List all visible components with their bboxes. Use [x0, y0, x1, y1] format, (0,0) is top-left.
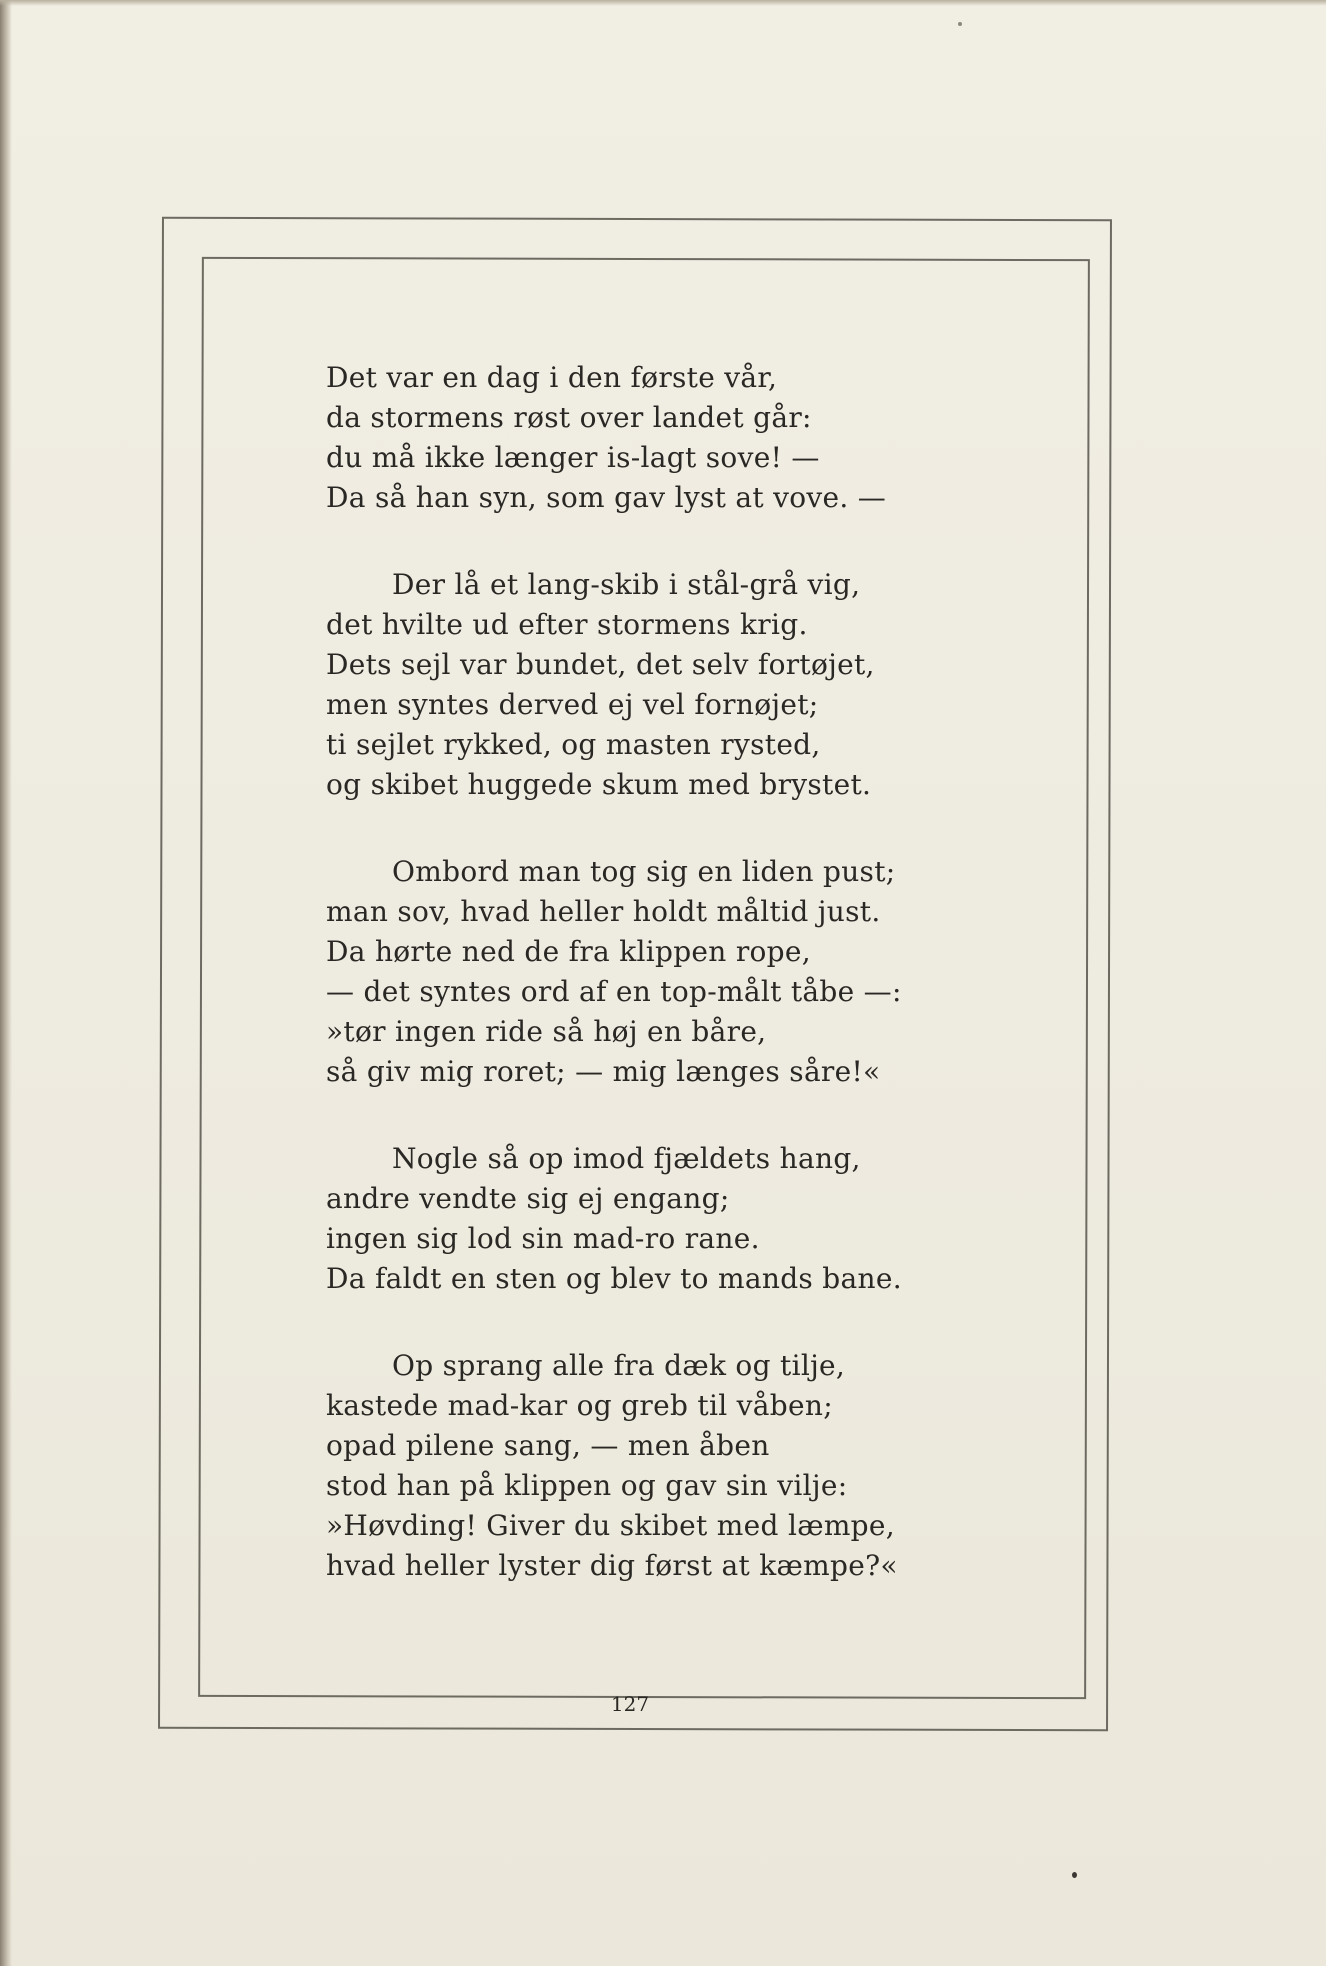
poem-line: Da hørte ned de fra klippen rope,	[326, 935, 811, 968]
poem-line: Det var en dag i den første vår,	[326, 361, 778, 394]
poem-line: man sov, hvad heller holdt måltid just.	[326, 895, 881, 928]
ink-speck	[1072, 1872, 1077, 1878]
poem-line: Nogle så op imod fjældets hang,	[392, 1142, 861, 1175]
poem-line: opad pilene sang, — men åben	[326, 1429, 770, 1462]
poem-line: og skibet huggede skum med brystet.	[326, 768, 872, 801]
poem-line: Dets sejl var bundet, det selv fortøjet,	[326, 648, 875, 681]
poem-line: Da faldt en sten og blev to mands bane.	[326, 1262, 902, 1295]
stanza-2	[326, 565, 976, 805]
poem-line: kastede mad-kar og greb til våben;	[326, 1389, 833, 1422]
poem-line: Der lå et lang-skib i stål-grå vig,	[392, 568, 861, 601]
poem-line: Ombord man tog sig en liden pust;	[392, 855, 896, 888]
poem-line: ti sejlet rykked, og masten rysted,	[326, 728, 821, 761]
poem-line: stod han på klippen og gav sin vilje:	[326, 1469, 848, 1502]
poem-line: Da så han syn, som gav lyst at vove. —	[326, 481, 887, 514]
poem-line: så giv mig roret; — mig længes såre!«	[326, 1055, 881, 1088]
poem-line: du må ikke længer is-lagt sove! —	[326, 441, 820, 474]
stanza-4	[326, 1139, 976, 1299]
page-binding-shadow	[0, 0, 12, 1966]
page-number: 127	[610, 1692, 650, 1716]
poem-line: — det syntes ord af en top-målt tåbe —:	[326, 975, 902, 1008]
poem-line: da stormens røst over landet går:	[326, 401, 812, 434]
stanza-3	[326, 852, 976, 1092]
ink-speck	[958, 22, 962, 26]
poem-line: hvad heller lyster dig først at kæmpe?«	[326, 1549, 898, 1582]
poem-text	[326, 358, 976, 1633]
poem-line: andre vendte sig ej engang;	[326, 1182, 730, 1215]
stanza-5	[326, 1346, 976, 1586]
poem-line: men syntes derved ej vel fornøjet;	[326, 688, 819, 721]
poem-line: »tør ingen ride så høj en båre,	[326, 1015, 767, 1048]
poem-line: Op sprang alle fra dæk og tilje,	[392, 1349, 846, 1382]
poem-line: »Høvding! Giver du skibet med læmpe,	[326, 1509, 895, 1542]
page-top-edge	[0, 0, 1326, 6]
stanza-1	[326, 358, 976, 518]
poem-line: ingen sig lod sin mad-ro rane.	[326, 1222, 760, 1255]
poem-line: det hvilte ud efter stormens krig.	[326, 608, 808, 641]
